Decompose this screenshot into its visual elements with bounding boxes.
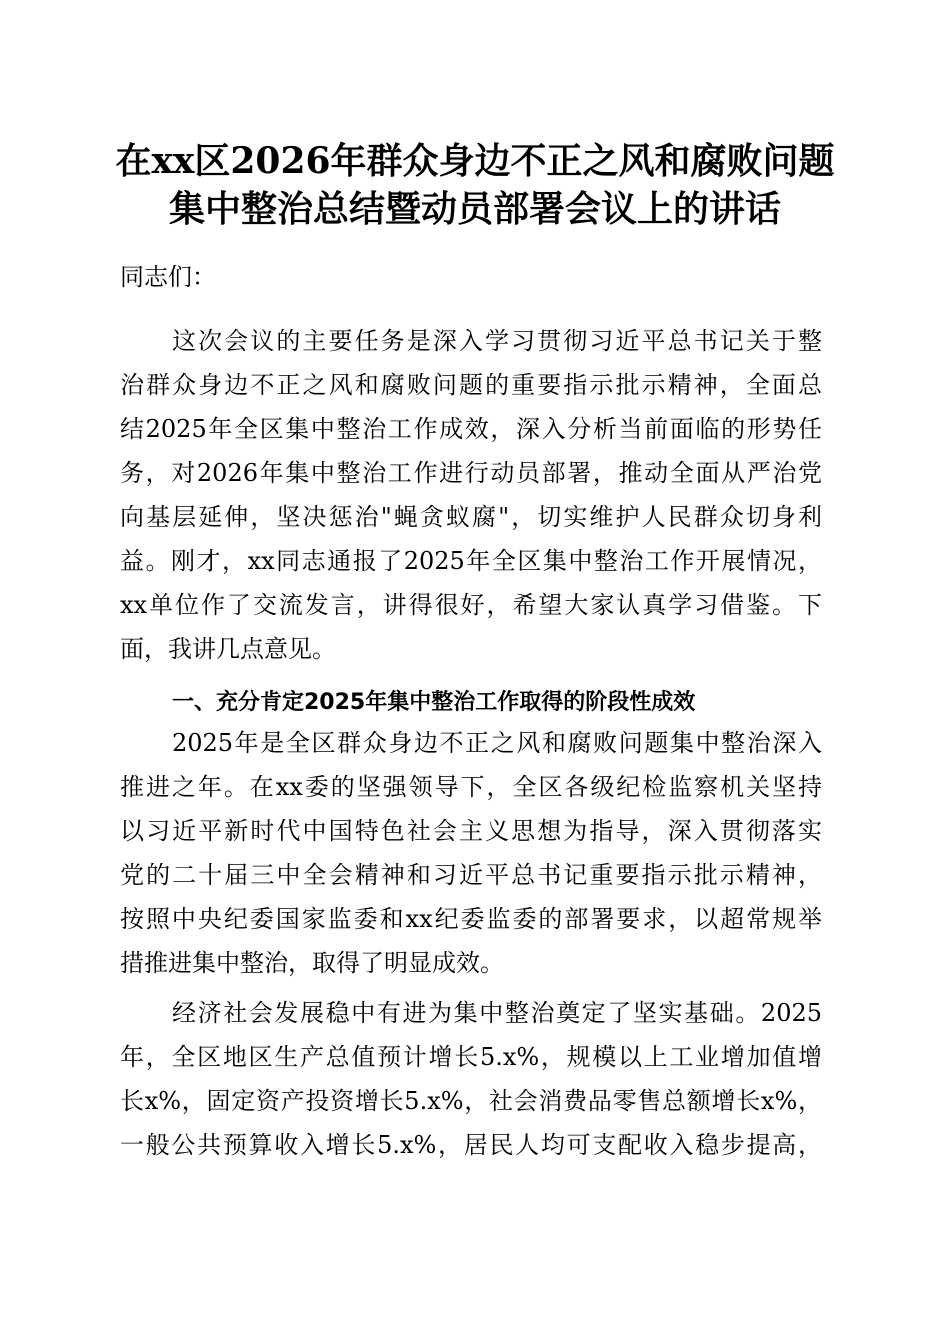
paragraph-line: 这次会议的主要任务是深入学习贯彻习近平总书记关于整	[172, 327, 822, 355]
paragraph-line: 以习近平新时代中国特色社会主义思想为指导，深入贯彻落实	[120, 817, 822, 845]
paragraph-line: 经济社会发展稳中有进为集中整治奠定了坚实基础。2025	[172, 999, 822, 1027]
paragraph-line: 治群众身边不正之风和腐败问题的重要指示批示精神，全面总	[120, 371, 822, 399]
paragraph-line: 益。刚才，xx同志通报了2025年全区集中整治工作开展情况，	[120, 547, 822, 575]
document-title-line-2: 集中整治总结暨动员部署会议上的讲话	[168, 188, 781, 230]
paragraph-line: 推进之年。在xx委的坚强领导下，全区各级纪检监察机关坚持	[120, 773, 822, 801]
greeting: 同志们：	[120, 263, 216, 291]
paragraph-line: 务，对2026年集中整治工作进行动员部署，推动全面从严治党	[120, 459, 822, 487]
paragraph-line: 2025年是全区群众身边不正之风和腐败问题集中整治深入	[172, 729, 822, 757]
paragraph-line: 长x%，固定资产投资增长5.x%，社会消费品零售总额增长x%，	[120, 1087, 822, 1115]
paragraph-line: 一般公共预算收入增长5.x%，居民人均可支配收入稳步提高，	[120, 1131, 822, 1159]
paragraph-line: 措推进集中整治，取得了明显成效。	[120, 949, 504, 977]
paragraph-line: xx单位作了交流发言，讲得很好，希望大家认真学习借鉴。下	[120, 591, 822, 619]
paragraph-line: 结2025年全区集中整治工作成效，深入分析当前面临的形势任	[120, 415, 822, 443]
document-title-line-1: 在xx区2026年群众身边不正之风和腐败问题	[115, 140, 835, 182]
paragraph-line: 按照中央纪委国家监委和xx纪委监委的部署要求，以超常规举	[120, 905, 822, 933]
paragraph-line: 年，全区地区生产总值预计增长5.x%，规模以上工业增加值增	[120, 1043, 822, 1071]
paragraph-line: 向基层延伸，坚决惩治"蝇贪蚁腐"，切实维护人民群众切身利	[120, 503, 822, 531]
section-1-heading: 一、充分肯定2025年集中整治工作取得的阶段性成效	[172, 690, 696, 715]
paragraph-line: 面，我讲几点意见。	[120, 635, 336, 663]
paragraph-2	[120, 721, 822, 985]
paragraph-line: 党的二十届三中全会精神和习近平总书记重要指示批示精神，	[120, 861, 822, 889]
paragraph-3	[120, 991, 822, 1167]
paragraph-1	[120, 319, 822, 671]
